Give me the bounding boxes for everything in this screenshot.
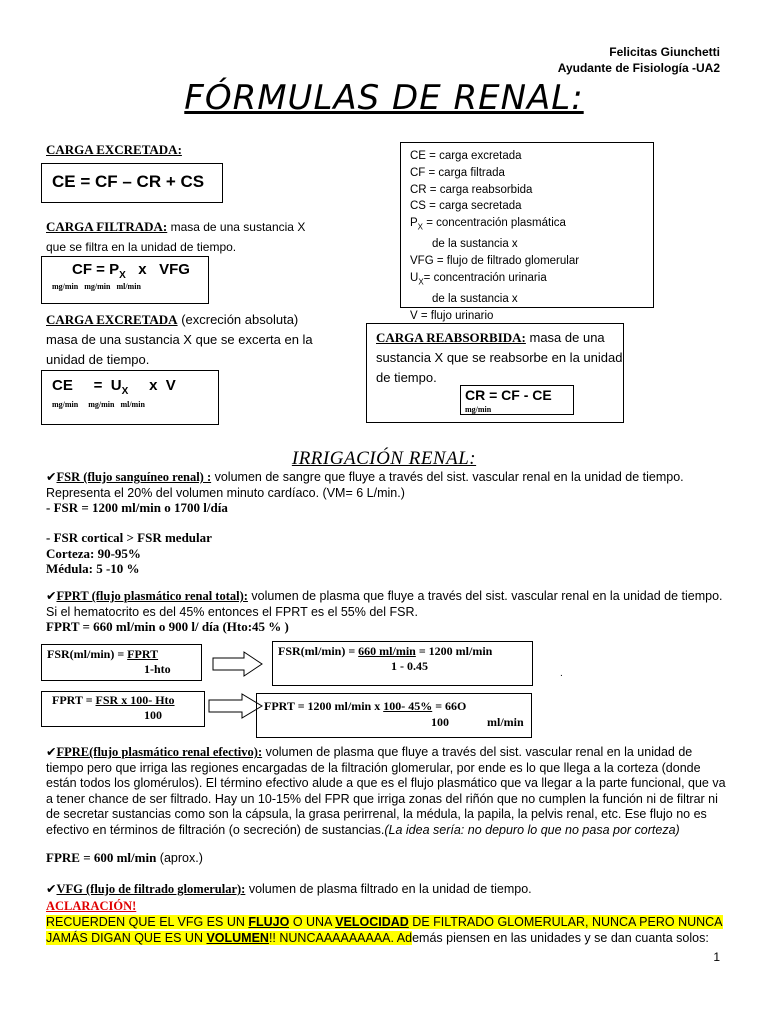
carga-filtrada-text: CARGA FILTRADA: masa de una sustancia X que se filtra en la unidad de tiempo. bbox=[46, 219, 306, 254]
carga-excretada2-heading: CARGA EXCRETADA bbox=[46, 312, 178, 327]
highlight-volumen: VOLUMEN bbox=[206, 930, 269, 945]
legend-list bbox=[410, 148, 579, 325]
carga-reabsorbida-formula-box bbox=[460, 385, 574, 415]
page-number: 1 bbox=[713, 950, 720, 964]
fsr-formula: FSR(ml/min) = FPRT bbox=[47, 647, 159, 661]
author-name: Felicitas Giunchetti bbox=[609, 45, 720, 59]
carga-reabsorbida-box bbox=[366, 323, 624, 423]
fsr-term: FSR (flujo sanguíneo renal) : bbox=[56, 470, 212, 484]
legend-cs: CS = carga secretada bbox=[410, 200, 522, 213]
legend-ux: $U_X=$ concentración urinaria bbox=[410, 271, 547, 287]
fprt-calc: FPRT = 1200 ml/min x 100- 45% = 66O bbox=[264, 699, 467, 713]
highlight-block: RECUERDEN QUE EL VFG ES UN FLUJO O UNA VELOCIDAD DE FILTRADO GLOMERULAR, NUNCA PERO NUNCA JAMÁS DIGAN QUE ES UN VOLUMEN!! NUNCAAAAAAAAA. Además piensen en las unidades y se dan cuanta solos: bbox=[46, 915, 723, 945]
check-icon-vfg: ✔︎ bbox=[46, 882, 57, 896]
vfg-paragraph bbox=[46, 882, 726, 898]
carga-excretada2-formula-box bbox=[41, 370, 219, 425]
fpre-term: FPRE(flujo plasmático renal efectivo): bbox=[56, 745, 263, 759]
check-icon-fpre: ✔︎ bbox=[46, 745, 57, 759]
carga-reabsorbida-text: CARGA REABSORBIDA: masa de una sustancia X que se reabsorbe en la unidad de tiempo. bbox=[376, 330, 623, 385]
check-icon-fsr: ✔︎ bbox=[46, 470, 57, 484]
carga-excretada2-text: CARGA EXCRETADA (excreción absoluta) masa de una sustancia X que se excerta en la unidad de tiempo. bbox=[46, 312, 313, 367]
stray-dot: . bbox=[560, 668, 563, 679]
fprt-calc-den: 100 bbox=[431, 715, 449, 729]
fpre-italic: (La idea sería: no depuro lo que no pasa por corteza) bbox=[384, 822, 680, 837]
legend-ux-cont: de la sustancia x bbox=[432, 292, 518, 305]
fsr-value: - FSR = 1200 ml/min o 1700 l/día bbox=[46, 500, 228, 515]
fprt-calc-unit: ml/min bbox=[487, 715, 524, 729]
vfg-term: VFG (flujo de filtrado glomerular): bbox=[56, 882, 246, 896]
page-title: FÓRMULAS DE RENAL: bbox=[184, 78, 584, 118]
legend-px: $P_X$ = concentración plasmática bbox=[410, 217, 566, 232]
check-icon-fprt: ✔︎ bbox=[46, 589, 57, 603]
fprt-formula: FPRT = FSR x 100- Hto bbox=[52, 693, 175, 707]
carga-reabsorbida-formula: CR = CF - CE bbox=[465, 387, 552, 403]
fsr-calc-den: 1 - 0.45 bbox=[391, 659, 428, 673]
fsr-calc-box bbox=[272, 641, 533, 686]
fprt-formula-box bbox=[41, 691, 205, 727]
arrow-icon-1 bbox=[212, 651, 264, 677]
legend-v: V = flujo urinario bbox=[410, 309, 494, 322]
carga-filtrada-heading: CARGA FILTRADA: bbox=[46, 219, 168, 234]
carga-excretada-heading: CARGA EXCRETADA: bbox=[46, 142, 182, 157]
fprt-value: FPRT = 660 ml/min o 900 l/ día (Hto:45 % ) bbox=[46, 619, 289, 634]
fsr-formula-den: 1-hto bbox=[144, 662, 171, 676]
fprt-desc: volumen de plasma que fluye a través del sist. vascular renal en la unidad de tiempo. Si el hematocrito es del 45% entonces el FPRT es el 55% del FSR. bbox=[46, 589, 723, 619]
vfg-desc: volumen de plasma filtrado en la unidad de tiempo. bbox=[245, 882, 532, 896]
carga-filtrada-formula-box bbox=[41, 256, 209, 304]
fpre-desc: volumen de plasma que fluye a través del sist. vascular renal en la unidad de tiempo pero que irriga las regiones encargadas de la filtración glomerular, por ende es lo que llega a la corteza (donde están todos los glomérulos). El término efectivo alude a que es el flujo plasmático que va llegar a la parte funcional, que va a tener chance de ser filtrado. Hay un 10-15% del FPR que irriga zonas del riñón que no cumplen la función ni de filtrar ni de secretar sustancias como son la cápsula, la grasa perirrenal, la médula, la papila, la pelvis renal, etc. Ese flujo no es efectivo en términos de filtración (o secreción) de sustancias. bbox=[46, 745, 726, 837]
aclaracion: ACLARACIÓN! bbox=[46, 899, 137, 913]
fsr-breakdown bbox=[46, 530, 212, 577]
fpre-value: FPRE = 600 ml/min bbox=[46, 850, 157, 865]
carga-excretada-formula: CE = CF – CR + CS bbox=[52, 172, 205, 191]
legend-cr: CR = carga reabsorbida bbox=[410, 183, 533, 196]
corteza: Corteza: 90-95% bbox=[46, 545, 141, 561]
carga-excretada2-formula: CE = $U_X$ x V bbox=[52, 377, 176, 397]
fsr-paragraph bbox=[46, 470, 726, 501]
author-role: Ayudante de Fisiología -UA2 bbox=[557, 61, 720, 75]
carga-excretada-formula-box bbox=[41, 163, 223, 203]
fsr-cortical: - FSR cortical > FSR medular bbox=[46, 530, 212, 545]
medula: Médula: 5 -10 % bbox=[46, 561, 140, 576]
legend-vfg: VFG = flujo de filtrado glomerular bbox=[410, 255, 580, 268]
legend-cf: CF = carga filtrada bbox=[410, 166, 505, 179]
carga-filtrada-formula: CF = $P_X$ x VFG bbox=[72, 261, 190, 281]
legend-ce: CE = carga excretada bbox=[410, 150, 522, 162]
carga-filtrada-units: mg/min mg/min ml/min bbox=[52, 282, 141, 291]
carga-reabsorbida-heading: CARGA REABSORBIDA: bbox=[376, 330, 526, 345]
fpre-paragraph bbox=[46, 745, 728, 838]
fsr-formula-box bbox=[41, 644, 202, 681]
fprt-calc-box bbox=[256, 693, 532, 738]
carga-excretada2-units: mg/min mg/min ml/min bbox=[52, 400, 145, 409]
legend-px-cont: de la sustancia x bbox=[432, 238, 518, 251]
highlight-flujo: FLUJO bbox=[248, 915, 290, 929]
fprt-term: FPRT (flujo plasmático renal total): bbox=[56, 589, 248, 603]
fprt-paragraph bbox=[46, 589, 726, 620]
highlight-velocidad: VELOCIDAD bbox=[335, 915, 409, 929]
carga-reabsorbida-units: mg/min bbox=[465, 405, 492, 414]
fsr-desc: volumen de sangre que fluye a través del sist. vascular renal en la unidad de tiempo. Representa el 20% del volumen minuto cardíaco. (VM= 6 L/min.) bbox=[46, 470, 684, 500]
fsr-calc: FSR(ml/min) = 660 ml/min = 1200 ml/min bbox=[278, 644, 493, 658]
irrigacion-title: IRRIGACIÓN RENAL: bbox=[291, 448, 477, 469]
author-block bbox=[558, 44, 720, 76]
fprt-formula-den: 100 bbox=[144, 708, 162, 722]
fpre-value-line: FPRE = 600 ml/min (aprox.) bbox=[46, 850, 203, 865]
legend-box bbox=[400, 142, 654, 322]
